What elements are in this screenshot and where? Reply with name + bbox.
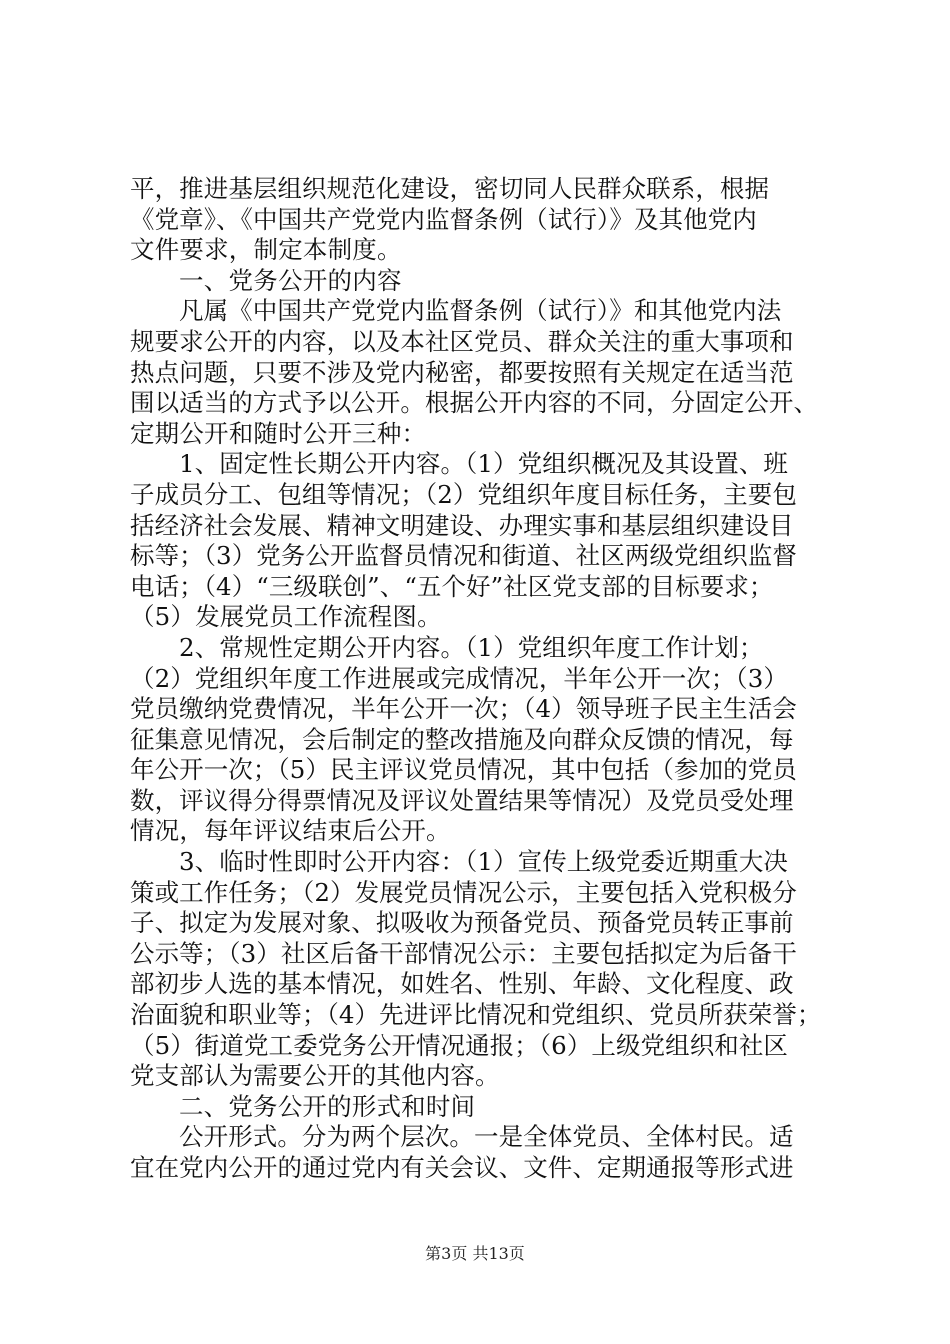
text-line: 围以适当的方式予以公开。根据公开内容的不同，分固定公开、 bbox=[130, 388, 819, 418]
text-line: 凡属《中国共产党党内监督条例（试行）》和其他党内法 bbox=[179, 296, 782, 326]
text-line: （2）党组织年度工作进展或完成情况，半年公开一次；（3） bbox=[130, 663, 788, 693]
text-line: 1、固定性长期公开内容。（1）党组织概况及其设置、班 bbox=[179, 449, 789, 479]
text-line: 情况，每年评议结束后公开。 bbox=[130, 816, 451, 846]
text-line: （5）发展党员工作流程图。 bbox=[130, 602, 442, 632]
text-line: 热点问题，只要不涉及党内秘密，都要按照有关规定在适当范 bbox=[130, 357, 794, 387]
text-line: 党员缴纳党费情况，半年公开一次；（4）领导班子民主生活会 bbox=[130, 694, 797, 724]
text-line: 文件要求，制定本制度。 bbox=[130, 235, 402, 265]
text-line: 党支部认为需要公开的其他内容。 bbox=[130, 1061, 500, 1091]
page-footer bbox=[0, 1244, 950, 1264]
text-line: 定期公开和随时公开三种： bbox=[130, 418, 427, 448]
text-line: 平，推进基层组织规范化建设，密切同人民群众联系，根据 bbox=[130, 174, 770, 203]
text-line: 标等；（3）党务公开监督员情况和街道、社区两级党组织监督 bbox=[130, 541, 797, 571]
text-line: 子、拟定为发展对象、拟吸收为预备党员、预备党员转正事前 bbox=[130, 908, 794, 938]
text-line: 子成员分工、包组等情况；（2）党组织年度目标任务，主要包 bbox=[130, 479, 797, 509]
text-line: 规要求公开的内容，以及本社区党员、群众关注的重大事项和 bbox=[130, 326, 794, 356]
text-line: （5）街道党工委党务公开情况通报；（6）上级党组织和社区 bbox=[130, 1030, 788, 1060]
text-line: 括经济社会发展、精神文明建设、办理实事和基层组织建设目 bbox=[130, 510, 794, 540]
text-line: 年公开一次；（5）民主评议党员情况，其中包括（参加的党员 bbox=[130, 755, 797, 785]
document-body bbox=[130, 174, 840, 1184]
text-line: 策或工作任务；（2）发展党员情况公示，主要包括入党积极分 bbox=[130, 877, 797, 907]
text-line: 3、临时性即时公开内容：（1）宣传上级党委近期重大决 bbox=[179, 847, 789, 877]
page-number: 第3页 共13页 bbox=[425, 1244, 525, 1263]
text-line: 征集意见情况，会后制定的整改措施及向群众反馈的情况，每 bbox=[130, 724, 794, 754]
text-line: 公示等；（3）社区后备干部情况公示：主要包括拟定为后备干 bbox=[130, 938, 797, 968]
text-line: 《党章》、《中国共产党党内监督条例（试行）》及其他党内 bbox=[130, 204, 757, 234]
text-line: 宜在党内公开的通过党内有关会议、文件、定期通报等形式进 bbox=[130, 1153, 794, 1182]
text-line: 一、党务公开的内容 bbox=[179, 265, 402, 295]
text-line: 治面貌和职业等；（4）先进评比情况和党组织、党员所获荣誉； bbox=[130, 1000, 822, 1030]
text-line: 2、常规性定期公开内容。（1）党组织年度工作计划； bbox=[179, 632, 764, 662]
text-line: 部初步人选的基本情况，如姓名、性别、年龄、文化程度、政 bbox=[130, 969, 794, 999]
text-line: 电话；（4）“三级联创”、“五个好”社区党支部的目标要求； bbox=[130, 571, 774, 601]
text-line: 公开形式。分为两个层次。一是全体党员、全体村民。适 bbox=[179, 1122, 794, 1152]
text-line: 二、党务公开的形式和时间 bbox=[179, 1091, 476, 1121]
text-line: 数，评议得分得票情况及评议处置结果等情况）及党员受处理 bbox=[130, 785, 794, 815]
